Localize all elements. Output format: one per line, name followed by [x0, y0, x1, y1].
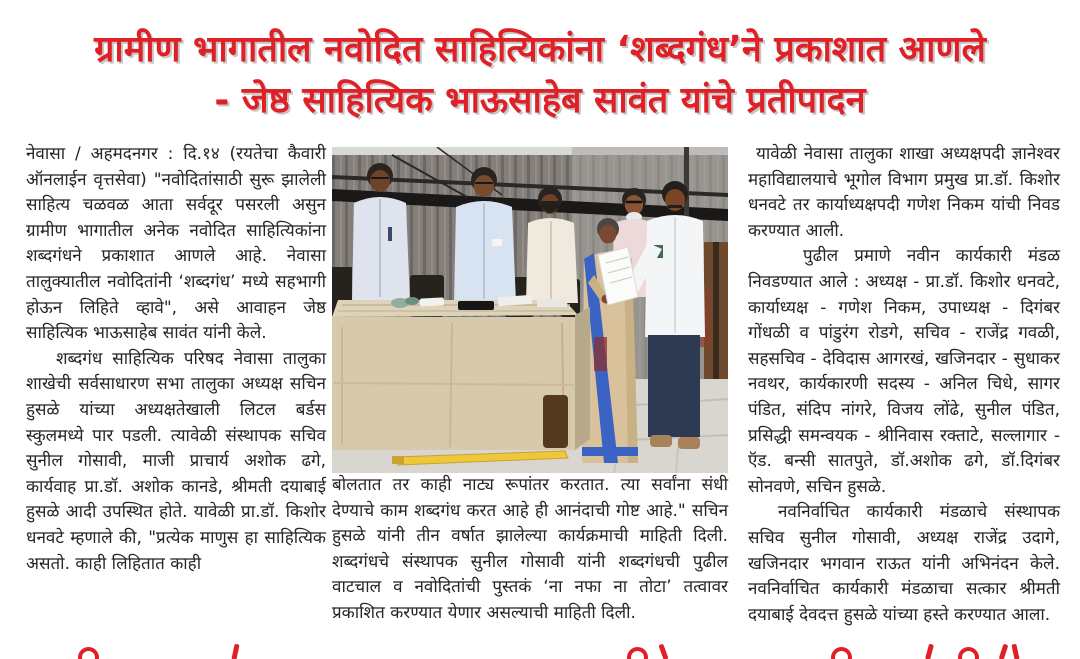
article-column-right	[748, 142, 1060, 628]
text-fragment	[658, 644, 668, 659]
paragraph: पुढील प्रमाणे नवीन कार्यकारी मंडळ निवडण्यात आले : अध्यक्ष - प्रा.डॉ. किशोर धनवटे, कार्याध्यक्ष - गणेश निकम, उपाध्यक्ष - दिगंबर गोंधळी व पांडुरंग रोडगे, सचिव - राजेंद्र गवळी, सहसचिव - देविदास आगरखं, खजिनदार - सुधाकर नवथर, कार्यकारणी सदस्य - अनिल चिधे, सागर पंडित, संदिप नांगरे, विजय लोंढे, सुनील पंडित, प्रसिद्धी समन्वयक - श्रीनिवास रक्ताटे, सल्लागार - ऍड. बन्सी सातपुते, डॉ.अशोक ढगे, डॉ.दिगंबर सोनवणे, सचिन हुसळे.	[748, 246, 1060, 497]
text-fragment	[627, 647, 648, 659]
headline-line-2: - जेष्ठ साहित्यिक भाऊसाहेब सावंत यांचे प्रतीपादन	[214, 80, 866, 121]
text-fragment	[999, 644, 1009, 659]
paragraph: यावेळी नेवासा तालुका शाखा अध्यक्षपदी ज्ञानेश्वर महाविद्यालयाचे भूगोल विभाग प्रमुख प्रा.डॉ. किशोर धनवटे तर कार्याध्यक्षपदी गणेश निकम यांची निवड करण्यात आली.	[748, 144, 1060, 241]
text-fragment	[925, 644, 934, 659]
paragraph: नवनिर्वाचित कार्यकारी मंडळाचे संस्थापक सचिव सुनील गोसावी, अध्यक्ष राजेंद्र उदागे, खजिनदार भगवान राऊत यांनी अभिनंदन केले. नवनिर्वाचित कार्यकारी मंडळाचा सत्कार श्रीमती दयाबाई देवदत्त हुसळे यांच्या हस्ते करण्यात आला.	[748, 502, 1060, 625]
paragraph: नेवासा / अहमदनगर : दि.१४ (रयतेचा कैवारी ऑनलाईन वृत्तसेवा) "नवोदितांसाठी सुरू झालेली साहित्य चळवळ आता सर्वदूर पसरली असुन ग्रामीण भागातील अनेक नवोदित साहित्यिकांना शब्दगंधने प्रकाशात आणले आहे. नेवासा तालुक्यातील नवोदितांनी ‘शब्दगंध’ मध्ये सहभागी होऊन लिहिते व्हावे", असे आवाहन जेष्ठ साहित्यिक भाऊसाहेब सावंत यांनी केले.	[26, 144, 326, 344]
paragraph: शब्दगंध साहित्यिक परिषद नेवासा तालुका शाखेची सर्वसाधारण सभा तालुका अध्यक्ष सचिन हुसळे यांच्या अध्यक्षतेखाली लिटल बर्डस स्कुलमध्ये पार पडली. त्यावेळी संस्थापक सचिव सुनील गोसावी, माजी प्राचार्य अशोक ढगे, कार्यवाह प्रा.डॉ. अशोक कानडे, श्रीमती दयाबाई हुसळे आदी उपस्थित होते. यावेळी प्रा.डॉ. किशोर धनवटे म्हणाले की, "प्रत्येक माणुस हा साहित्यिक असतो. काही लिहितात काही	[26, 348, 326, 574]
headline-line-1: ग्रामीण भागातील नवोदित साहित्यिकांना ‘शब्दगंध’ने प्रकाशात आणले	[94, 29, 986, 70]
article-column-left	[26, 142, 326, 577]
paragraph: बोलतात तर काही नाट्य रूपांतर करतात. त्या सर्वांना संधी देण्याचे काम शब्दगंध करत आहे ही आनंदाची गोष्ट आहे." सचिन हुसळे यांनी तीन वर्षात झालेल्या कार्यक्रमाची माहिती दिली. शब्दगंधचे संस्थापक सुनील गोसावी यांनी शब्दगंधची पुढील वाटचाल व नवोदितांची पुस्तकं ‘ना नफा ना तोटा’ तत्वावर प्रकाशित करण्यात येणार असल्याची माहिती दिली.	[332, 475, 728, 623]
text-fragment	[231, 644, 239, 659]
text-fragment	[1011, 644, 1019, 659]
article-photo	[332, 147, 728, 473]
text-fragment	[78, 647, 99, 659]
article-headline	[0, 24, 1080, 126]
text-fragment	[958, 647, 979, 659]
text-fragment	[831, 647, 852, 659]
article-column-center	[332, 147, 728, 627]
